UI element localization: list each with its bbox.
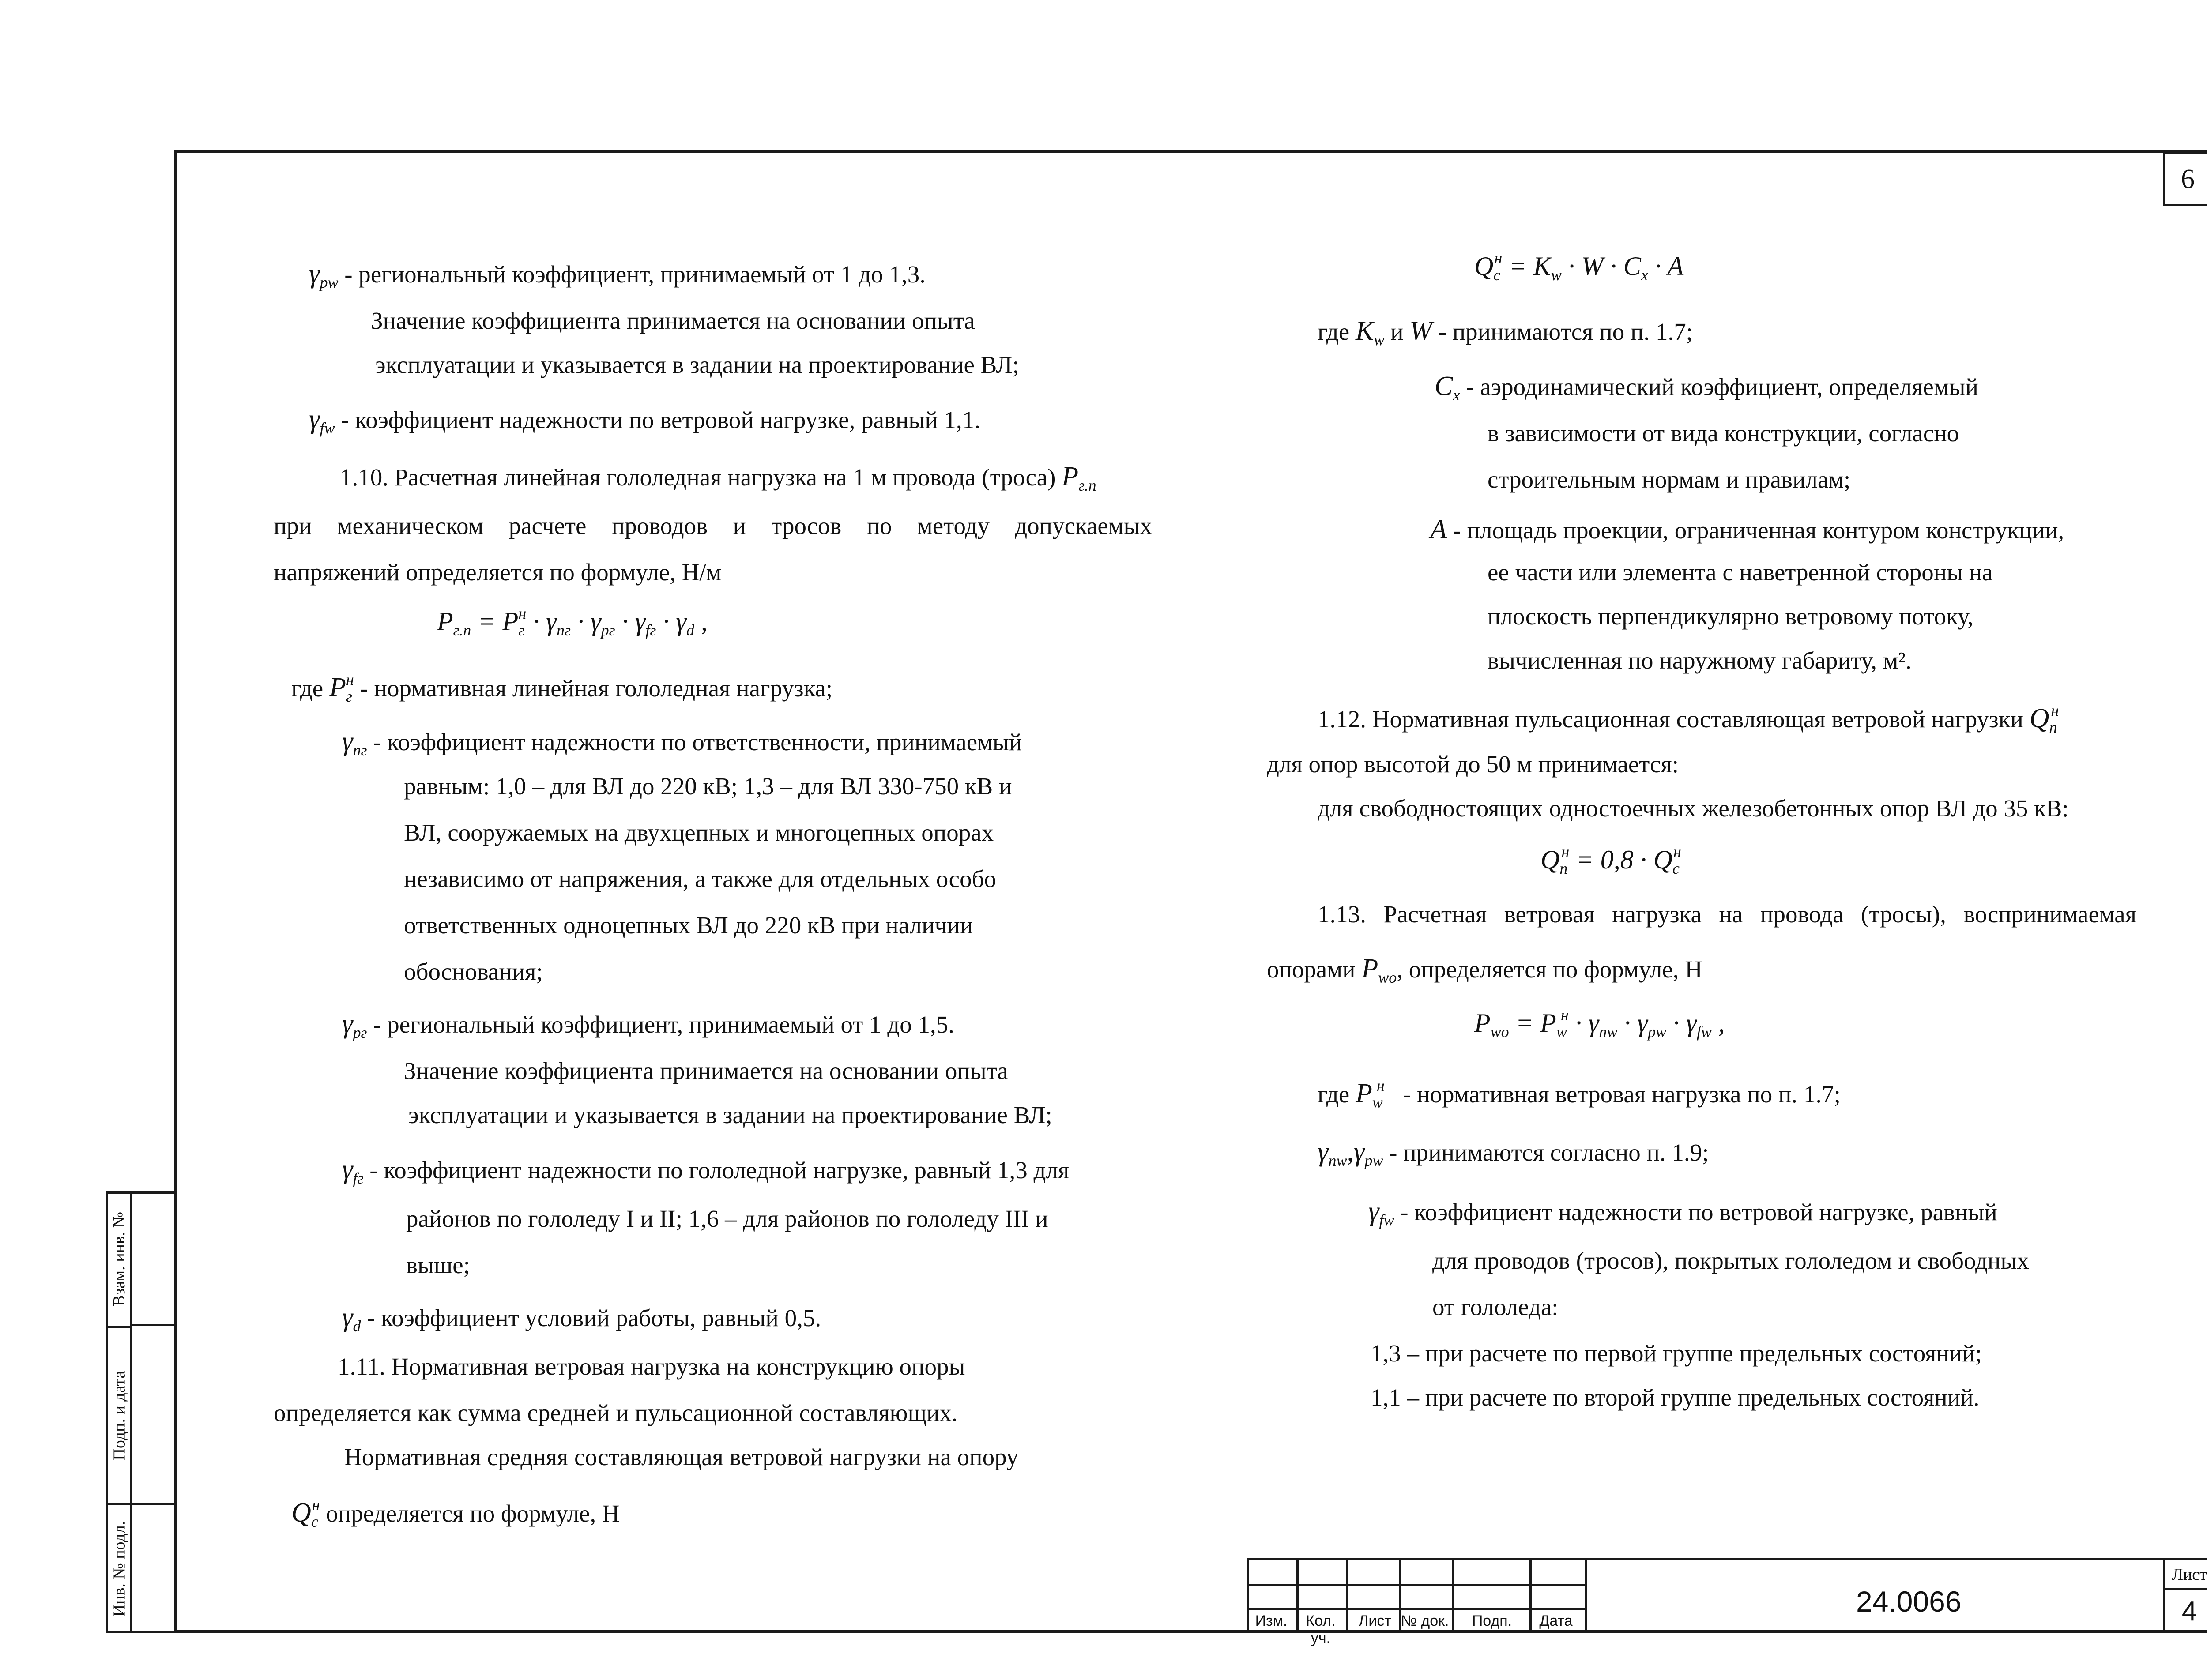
gamma-pg-line-3: эксплуатации и указывается в задании на проектирование ВЛ; <box>408 1101 1052 1128</box>
para-1-13-line-1: 1.13. Расчетная ветровая нагрузка на провода (тросы), воспринимаемая <box>1318 901 2136 928</box>
gamma-ng-line-5: ответственных одноцепных ВЛ до 220 кВ при наличии <box>404 912 973 939</box>
left-line-1: $\gamma_{pw}$ - региональный коэффициент, принимаемый от 1 до 1,3. <box>309 259 926 291</box>
stamp-col-ndok: № док. <box>1401 1612 1449 1629</box>
gamma-pg-line-2: Значение коэффициента принимается на основании опыта <box>404 1057 1008 1084</box>
stamp-col-list: Лист <box>1359 1612 1391 1629</box>
para-1-13-line-2: опорами $P_{wo}$, определяется по формуле, Н <box>1267 954 1703 986</box>
side-strip-blank <box>132 1191 174 1633</box>
side-strip <box>106 1191 132 1633</box>
right-Cx-line-2: в зависимости от вида конструкции, согласно <box>1488 420 1959 447</box>
gamma-ng-line-6: обоснования; <box>404 958 543 985</box>
side-cell-1: Взам. инв. № <box>110 1211 129 1306</box>
stamp-col-kol: Кол. уч. <box>1306 1612 1336 1646</box>
gamma-fw-line-4: 1,3 – при расчете по первой группе предельных состояний; <box>1371 1340 1982 1367</box>
para-1-10-line-3: напряжений определяется по формуле, Н/м <box>274 559 722 586</box>
formula-Pwo: $P_{wo} = P_w^н \cdot \gamma_{nw} \cdot \gamma_{pw} \cdot \gamma_{fw}$ , <box>1474 1006 1725 1041</box>
gamma-pg-line: $\gamma_{pг}$ - региональный коэффициент, принимаемый от 1 до 1,5. <box>342 1009 954 1041</box>
para-1-12-line-2: для опор высотой до 50 м принимается: <box>1267 751 1679 778</box>
stamp-grid <box>1247 1560 1585 1646</box>
stamp-col-podp: Подп. <box>1472 1612 1512 1629</box>
gamma-fw-line-5: 1,1 – при расчете по второй группе предельных состояний. <box>1371 1384 1980 1411</box>
left-line-3: эксплуатации и указывается в задании на проектирование ВЛ; <box>375 351 1019 378</box>
left-line-4: $\gamma_{fw}$ - коэффициент надежности по ветровой нагрузке, равный 1,1. <box>309 404 981 437</box>
left-line-2: Значение коэффициента принимается на основании опыта <box>371 307 975 334</box>
right-Cx-line-3: строительным нормам и правилам; <box>1488 466 1851 493</box>
right-A-line-2: ее части или элемента с наветренной стороны на <box>1488 559 1993 586</box>
right-A-line-3: плоскость перпендикулярно ветровому потоку, <box>1488 603 1973 630</box>
right-line-1: где $K_w$ и W - принимаются по п. 1.7; <box>1318 316 1693 349</box>
stamp-col-data: Дата <box>1539 1612 1573 1629</box>
gamma-d-line: $\gamma_d$ - коэффициент условий работы, равный 0,5. <box>342 1302 821 1335</box>
para-1-11-line-3: Нормативная средняя составляющая ветровой нагрузки на опору <box>344 1443 1019 1470</box>
para-1-10-line-2: при механическом расчете проводов и тросов по методу допускаемых <box>274 512 1152 539</box>
side-cell-2: Подп. и дата <box>108 1326 130 1503</box>
para-1-10-line-1: 1.10. Расчетная линейная гололедная нагрузка на 1 м провода (троса) $P_{г.п}$ <box>340 462 1096 494</box>
para-1-11-line-1: 1.11. Нормативная ветровая нагрузка на конструкцию опоры <box>338 1353 965 1380</box>
formula-Pgp: $P_{г.п} = P_г^н \cdot \gamma_{nг} \cdot \gamma_{pг} \cdot \gamma_{fг} \cdot \gamma_d$ , <box>437 605 708 639</box>
right-A-line-4: вычисленная по наружному габариту, м². <box>1488 647 1912 674</box>
sheet-label: Лист <box>2172 1565 2207 1584</box>
gamma-nw-pw-line: $\gamma_{nw},\gamma_{pw}$ - принимаются согласно п. 1.9; <box>1318 1137 1709 1169</box>
gamma-ng-line-3: ВЛ, сооружаемых на двухцепных и многоцепных опорах <box>404 819 994 846</box>
gamma-fw-line: $\gamma_{fw}$ - коэффициент надежности по ветровой нагрузке, равный <box>1368 1196 1997 1229</box>
formula-Qc: $Q_c^н = K_w \cdot W \cdot C_x \cdot A$ <box>1474 249 1684 284</box>
title-block <box>1247 1558 2207 1646</box>
top-sheet-number: 6 <box>2163 152 2207 206</box>
gamma-fg-line-3: выше; <box>406 1252 470 1278</box>
gamma-ng-line-2: равным: 1,0 – для ВЛ до 220 кВ; 1,3 – для ВЛ 330-750 кВ и <box>404 773 1012 800</box>
gamma-fg-line-2: районов по гололеду I и II; 1,6 – для районов по гололеду III и <box>406 1205 1048 1232</box>
para-1-11-line-2: определяется как сумма средней и пульсационной составляющих. <box>274 1399 958 1426</box>
sheet-number: 4 <box>2181 1596 2197 1627</box>
para-1-12-line-3: для свободностоящих одностоечных железобетонных опор ВЛ до 35 кВ: <box>1318 795 2069 822</box>
gamma-fg-line: $\gamma_{fг}$ - коэффициент надежности по гололедной нагрузке, равный 1,3 для <box>342 1154 1070 1187</box>
para-1-12-line-1: 1.12. Нормативная пульсационная составляющая ветровой нагрузки $Q_п^н$ <box>1318 702 2059 736</box>
gamma-fw-line-2: для проводов (тросов), покрытых гололедом и свободных <box>1432 1247 2029 1274</box>
gde-2: где $P_w^н$ - нормативная ветровая нагрузка по п. 1.7; <box>1318 1077 1841 1111</box>
right-Cx-line: $C_x$ - аэродинамический коэффициент, определяемый <box>1435 371 1979 404</box>
gde-1: где $P_г^н$ - нормативная линейная гололедная нагрузка; <box>291 671 833 705</box>
doc-code: 24.0066 <box>1856 1585 1962 1618</box>
gamma-ng-line: $\gamma_{nг}$ - коэффициент надежности по ответственности, принимаемый <box>342 726 1022 759</box>
formula-Qp: $Q_п^н = 0,8 \cdot Q_c^н$ <box>1540 843 1681 877</box>
side-cell-3: Инв. № подл. <box>108 1503 130 1633</box>
right-A-line: A - площадь проекции, ограниченная контуром конструкции, <box>1430 515 2064 545</box>
sheet-cell <box>2163 1560 2207 1633</box>
gamma-ng-line-4: независимо от напряжения, а также для отдельных особо <box>404 865 997 892</box>
stamp-col-izm: Изм. <box>1255 1612 1288 1629</box>
para-1-11-line-4: $Q_c^н$ определяется по формуле, Н <box>291 1496 620 1530</box>
gamma-fw-line-3: от гололеда: <box>1432 1293 1559 1320</box>
